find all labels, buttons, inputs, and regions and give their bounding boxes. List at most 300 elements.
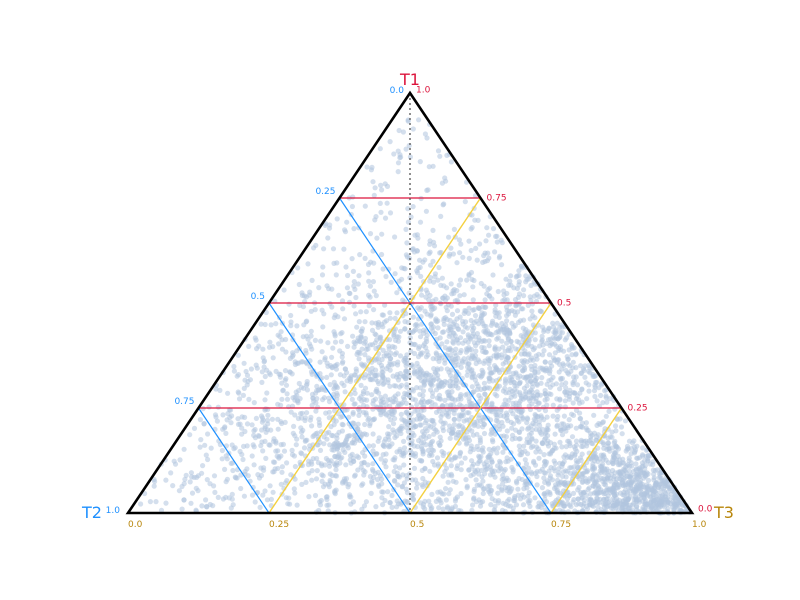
data-point xyxy=(242,378,247,383)
data-point xyxy=(623,483,628,488)
data-point xyxy=(529,309,534,314)
data-point xyxy=(381,266,386,271)
data-point xyxy=(508,273,513,278)
data-point xyxy=(283,376,288,381)
data-point xyxy=(388,139,393,144)
data-point xyxy=(413,454,418,459)
data-point xyxy=(591,472,596,477)
data-point xyxy=(204,504,209,509)
data-point xyxy=(341,247,346,252)
data-point xyxy=(423,295,428,300)
data-point xyxy=(446,491,451,496)
data-point xyxy=(205,457,210,462)
data-point xyxy=(369,480,374,485)
data-point xyxy=(281,442,286,447)
data-point xyxy=(279,470,284,475)
data-point xyxy=(323,411,328,416)
data-point xyxy=(507,485,512,490)
scatter-points xyxy=(138,117,692,515)
data-point xyxy=(623,488,628,493)
data-point xyxy=(535,389,540,394)
data-point xyxy=(329,287,334,292)
data-point xyxy=(278,403,283,408)
data-point xyxy=(415,236,420,241)
data-point xyxy=(268,483,273,488)
data-point xyxy=(569,412,574,417)
data-point xyxy=(378,201,383,206)
data-point xyxy=(324,495,329,500)
data-point xyxy=(541,348,546,353)
data-point xyxy=(645,458,650,463)
data-point xyxy=(389,280,394,285)
data-point xyxy=(227,415,232,420)
data-point xyxy=(540,337,545,342)
data-point xyxy=(309,329,314,334)
data-point xyxy=(220,412,225,417)
data-point xyxy=(242,361,247,366)
data-point xyxy=(347,291,352,296)
data-point xyxy=(580,452,585,457)
data-point xyxy=(563,398,568,403)
data-point xyxy=(513,346,518,351)
data-point xyxy=(383,216,388,221)
data-point xyxy=(418,159,423,164)
data-point xyxy=(477,306,482,311)
data-point xyxy=(444,412,449,417)
data-point xyxy=(561,454,566,459)
data-point xyxy=(367,443,372,448)
data-point xyxy=(482,422,487,427)
data-point xyxy=(289,410,294,415)
data-point xyxy=(518,436,523,441)
data-point xyxy=(533,471,538,476)
data-point xyxy=(331,246,336,251)
data-point xyxy=(387,337,392,342)
data-point xyxy=(592,383,597,388)
data-point xyxy=(400,484,405,489)
data-point xyxy=(360,326,365,331)
data-point xyxy=(557,325,562,330)
data-point xyxy=(404,382,409,387)
data-point xyxy=(293,464,298,469)
data-point xyxy=(182,497,187,502)
data-point xyxy=(394,310,399,315)
data-point xyxy=(385,184,390,189)
data-point xyxy=(351,284,356,289)
data-point xyxy=(427,399,432,404)
data-point xyxy=(368,421,373,426)
data-point xyxy=(211,483,216,488)
data-point xyxy=(398,329,403,334)
data-point xyxy=(188,479,193,484)
data-point xyxy=(282,287,287,292)
data-point xyxy=(318,360,323,365)
data-point xyxy=(521,502,526,507)
data-point xyxy=(471,497,476,502)
data-point xyxy=(318,448,323,453)
data-point xyxy=(309,309,314,314)
data-point xyxy=(262,365,267,370)
data-point xyxy=(350,440,355,445)
data-point xyxy=(334,463,339,468)
data-point xyxy=(640,470,645,475)
data-point xyxy=(309,478,314,483)
data-point xyxy=(516,320,521,325)
data-point xyxy=(508,504,513,509)
data-point xyxy=(404,499,409,504)
data-point xyxy=(458,277,463,282)
data-point xyxy=(345,273,350,278)
data-point xyxy=(295,265,300,270)
data-point xyxy=(525,343,530,348)
data-point xyxy=(475,258,480,263)
data-point xyxy=(397,384,402,389)
data-point xyxy=(267,340,272,345)
data-point xyxy=(440,276,445,281)
data-point xyxy=(351,226,356,231)
data-point xyxy=(358,351,363,356)
data-point xyxy=(578,416,583,421)
data-point xyxy=(444,305,449,310)
data-point xyxy=(453,383,458,388)
data-point xyxy=(369,491,374,496)
data-point xyxy=(422,466,427,471)
data-point xyxy=(534,381,539,386)
data-point xyxy=(379,481,384,486)
data-point xyxy=(528,379,533,384)
data-point xyxy=(256,344,261,349)
data-point xyxy=(532,345,537,350)
data-point xyxy=(351,459,356,464)
data-point xyxy=(306,462,311,467)
data-point xyxy=(659,485,664,490)
data-point xyxy=(168,470,173,475)
data-point xyxy=(490,472,495,477)
data-point xyxy=(392,383,397,388)
data-point xyxy=(612,501,617,506)
data-point xyxy=(313,243,318,248)
data-point xyxy=(366,270,371,275)
data-point xyxy=(574,461,579,466)
data-point xyxy=(173,462,178,467)
data-point xyxy=(350,452,355,457)
data-point xyxy=(569,465,574,470)
data-point xyxy=(574,374,579,379)
t2-corner-label: T2 xyxy=(82,503,102,522)
data-point xyxy=(455,308,460,313)
data-point xyxy=(431,432,436,437)
data-point xyxy=(458,394,463,399)
data-point xyxy=(269,322,274,327)
data-point xyxy=(236,422,241,427)
data-point xyxy=(539,415,544,420)
data-point xyxy=(604,414,609,419)
data-point xyxy=(487,376,492,381)
data-point xyxy=(441,421,446,426)
data-point xyxy=(220,456,225,461)
t2-tick-label: 1.0 xyxy=(105,506,120,516)
data-point xyxy=(394,350,399,355)
data-point xyxy=(614,492,619,497)
data-point xyxy=(430,418,435,423)
data-point xyxy=(583,439,588,444)
data-point xyxy=(288,319,293,324)
data-point xyxy=(305,387,310,392)
data-point xyxy=(424,209,429,214)
data-point xyxy=(329,372,334,377)
data-point xyxy=(643,502,648,507)
data-point xyxy=(460,424,465,429)
data-point xyxy=(273,321,278,326)
data-point xyxy=(319,498,324,503)
data-point xyxy=(521,326,526,331)
data-point xyxy=(390,399,395,404)
data-point xyxy=(601,452,606,457)
data-point xyxy=(521,486,526,491)
data-point xyxy=(452,417,457,422)
data-point xyxy=(441,507,446,512)
data-point xyxy=(434,319,439,324)
data-point xyxy=(517,279,522,284)
data-point xyxy=(334,455,339,460)
data-point xyxy=(351,410,356,415)
data-point xyxy=(370,179,375,184)
data-point xyxy=(538,309,543,314)
data-point xyxy=(326,502,331,507)
data-point xyxy=(477,373,482,378)
data-point xyxy=(295,361,300,366)
data-point xyxy=(543,408,548,413)
data-point xyxy=(339,442,344,447)
data-point xyxy=(423,345,428,350)
data-point xyxy=(592,491,597,496)
data-point xyxy=(363,339,368,344)
data-point xyxy=(431,448,436,453)
data-point xyxy=(503,322,508,327)
data-point xyxy=(294,390,299,395)
data-point xyxy=(640,454,645,459)
data-point xyxy=(310,395,315,400)
data-point xyxy=(449,304,454,309)
data-point xyxy=(335,447,340,452)
data-point xyxy=(275,417,280,422)
data-point xyxy=(441,202,446,207)
data-point xyxy=(242,386,247,391)
data-point xyxy=(515,487,520,492)
data-point xyxy=(376,325,381,330)
data-point xyxy=(501,288,506,293)
data-point xyxy=(327,478,332,483)
data-point xyxy=(509,377,514,382)
data-point xyxy=(339,381,344,386)
data-point xyxy=(334,433,339,438)
data-point xyxy=(271,355,276,360)
data-point xyxy=(585,480,590,485)
data-point xyxy=(510,469,515,474)
data-point xyxy=(404,372,409,377)
data-point xyxy=(459,491,464,496)
data-point xyxy=(404,473,409,478)
data-point xyxy=(484,225,489,230)
data-point xyxy=(592,394,597,399)
data-point xyxy=(250,453,255,458)
data-point xyxy=(362,469,367,474)
data-point xyxy=(436,505,441,510)
data-point xyxy=(302,445,307,450)
data-point xyxy=(305,379,310,384)
data-point xyxy=(471,297,476,302)
data-point xyxy=(346,484,351,489)
data-point xyxy=(638,487,643,492)
data-point xyxy=(496,353,501,358)
data-point xyxy=(495,446,500,451)
data-point xyxy=(368,474,373,479)
data-point xyxy=(262,439,267,444)
data-point xyxy=(603,393,608,398)
data-point xyxy=(386,437,391,442)
data-point xyxy=(322,357,327,362)
data-point xyxy=(225,477,230,482)
data-point xyxy=(453,454,458,459)
data-point xyxy=(458,350,463,355)
data-point xyxy=(467,256,472,261)
data-point xyxy=(595,398,600,403)
data-point xyxy=(474,361,479,366)
data-point xyxy=(600,479,605,484)
data-point xyxy=(623,465,628,470)
data-point xyxy=(372,193,377,198)
data-point xyxy=(498,460,503,465)
data-point xyxy=(319,472,324,477)
data-point xyxy=(263,424,268,429)
data-point xyxy=(493,344,498,349)
data-point xyxy=(546,337,551,342)
data-point xyxy=(316,417,321,422)
data-point xyxy=(267,443,272,448)
data-point xyxy=(450,336,455,341)
data-point xyxy=(494,322,499,327)
data-point xyxy=(572,390,577,395)
data-point xyxy=(264,390,269,395)
data-point xyxy=(260,347,265,352)
t1-corner-label: T1 xyxy=(400,70,420,89)
data-point xyxy=(379,495,384,500)
data-point xyxy=(441,329,446,334)
data-point xyxy=(405,254,410,259)
data-point xyxy=(335,216,340,221)
data-point xyxy=(272,469,277,474)
data-point xyxy=(501,501,506,506)
data-point xyxy=(472,356,477,361)
data-point xyxy=(412,466,417,471)
data-point xyxy=(343,264,348,269)
data-point xyxy=(404,240,409,245)
data-point xyxy=(601,446,606,451)
data-point xyxy=(453,496,458,501)
data-point xyxy=(494,418,499,423)
data-point xyxy=(376,470,381,475)
data-point xyxy=(446,480,451,485)
data-point xyxy=(250,422,255,427)
data-point xyxy=(350,334,355,339)
data-point xyxy=(373,504,378,509)
data-point xyxy=(307,341,312,346)
data-point xyxy=(301,334,306,339)
data-point xyxy=(411,126,416,131)
data-point xyxy=(596,486,601,491)
data-point xyxy=(352,303,357,308)
data-point xyxy=(356,407,361,412)
data-point xyxy=(313,338,318,343)
data-point xyxy=(490,272,495,277)
data-point xyxy=(438,435,443,440)
data-point xyxy=(534,357,539,362)
data-point xyxy=(470,384,475,389)
data-point xyxy=(339,339,344,344)
data-point xyxy=(424,371,429,376)
data-point xyxy=(319,461,324,466)
data-point xyxy=(444,497,449,502)
data-point xyxy=(419,368,424,373)
data-point xyxy=(425,187,430,192)
data-point xyxy=(205,431,210,436)
data-point xyxy=(508,339,513,344)
data-point xyxy=(565,370,570,375)
data-point xyxy=(549,450,554,455)
data-point xyxy=(557,461,562,466)
data-point xyxy=(517,429,522,434)
data-point xyxy=(577,411,582,416)
data-point xyxy=(225,391,230,396)
data-point xyxy=(487,447,492,452)
data-point xyxy=(250,493,255,498)
data-point xyxy=(442,294,447,299)
data-point xyxy=(441,283,446,288)
data-point xyxy=(620,431,625,436)
data-point xyxy=(657,498,662,503)
data-point xyxy=(414,385,419,390)
data-point xyxy=(580,495,585,500)
data-point xyxy=(342,316,347,321)
data-point xyxy=(352,402,357,407)
data-point xyxy=(565,469,570,474)
data-point xyxy=(393,271,398,276)
data-point xyxy=(499,262,504,267)
data-point xyxy=(422,382,427,387)
data-point xyxy=(310,372,315,377)
data-point xyxy=(465,373,470,378)
data-point xyxy=(430,259,435,264)
data-point xyxy=(458,451,463,456)
data-point xyxy=(622,493,627,498)
data-point xyxy=(632,445,637,450)
data-point xyxy=(373,373,378,378)
data-point xyxy=(386,424,391,429)
data-point xyxy=(372,289,377,294)
data-point xyxy=(536,352,541,357)
data-point xyxy=(252,444,257,449)
data-point xyxy=(482,323,487,328)
t3-tick-label: 0.5 xyxy=(410,520,425,530)
data-point xyxy=(152,484,157,489)
data-point xyxy=(370,328,375,333)
data-point xyxy=(222,425,227,430)
data-point xyxy=(394,449,399,454)
data-point xyxy=(148,499,153,504)
data-point xyxy=(479,468,484,473)
data-point xyxy=(429,492,434,497)
data-point xyxy=(573,365,578,370)
